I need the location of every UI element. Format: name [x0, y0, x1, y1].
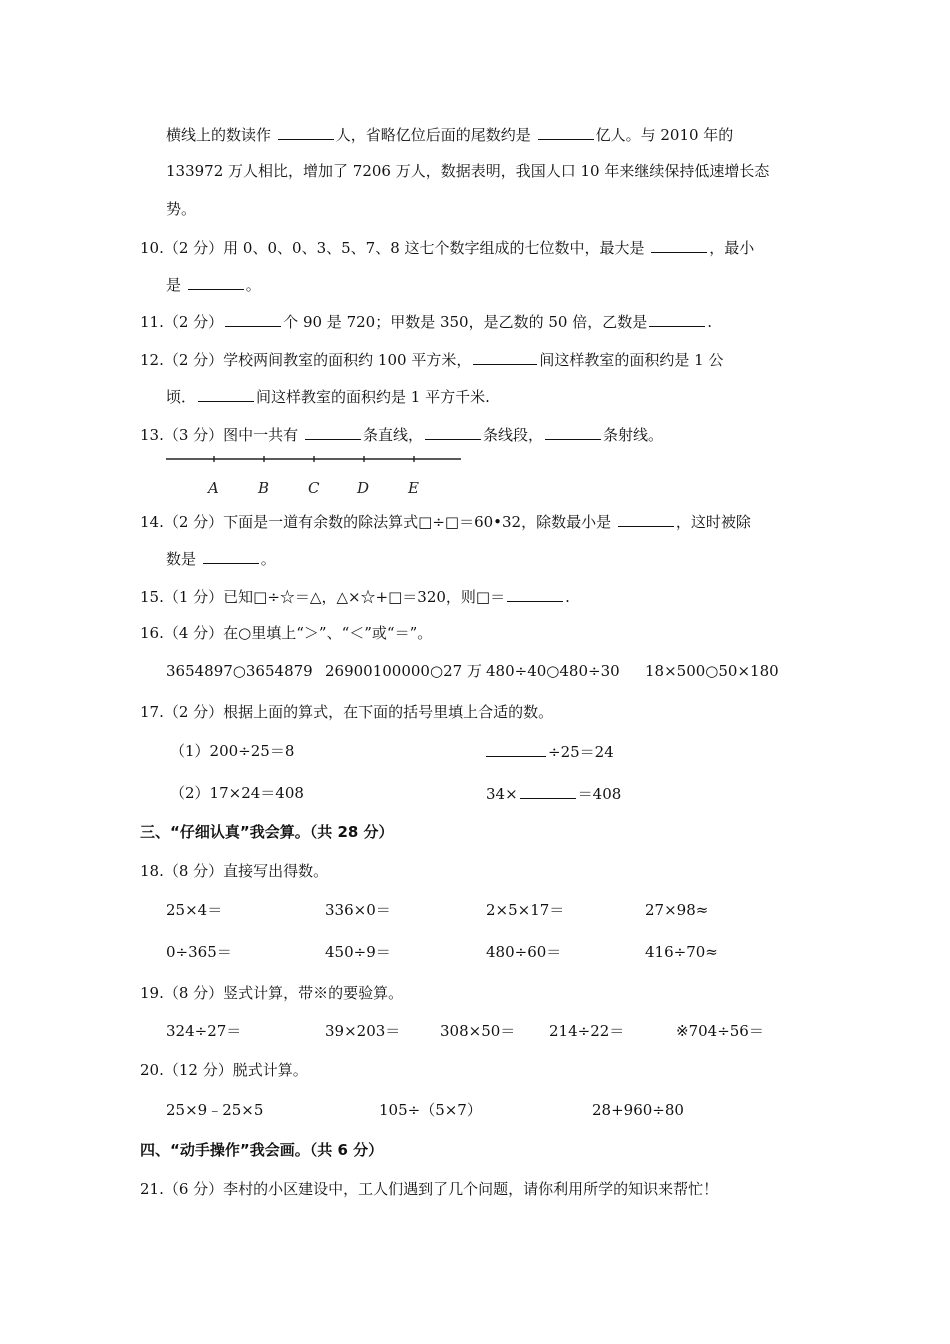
- q20-item: 28+960÷80: [592, 1101, 684, 1119]
- answer-blank[interactable]: [278, 124, 334, 140]
- q16-item-4[interactable]: 18×500○50×180: [645, 662, 779, 680]
- question-19-title: 19.（8 分）竖式计算，带※的要验算。: [140, 984, 404, 1002]
- answer-blank[interactable]: [507, 586, 563, 602]
- question-21-title: 21.（6 分）李村的小区建设中，工人们遇到了几个问题，请你利用所学的知识来帮忙！: [140, 1180, 719, 1198]
- q18-item: 480÷60＝: [486, 943, 562, 961]
- answer-blank[interactable]: [305, 424, 361, 440]
- question-12-line-2: 顷． 间这样教室的面积约是 1 平方千米.: [166, 388, 490, 406]
- q18-item: 416÷70≈: [645, 943, 718, 961]
- question-14-line-2: 数是 。: [166, 550, 276, 568]
- question-14-line-1: 14.（2 分）下面是一道有余数的除法算式□÷□＝60•32，除数最小是 ，这时被除: [140, 513, 751, 531]
- q16-item-3[interactable]: 480÷40○480÷30: [486, 662, 620, 680]
- q19-item: 324÷27＝: [166, 1022, 242, 1040]
- q16-item-2[interactable]: 26900100000○27 万: [325, 662, 482, 680]
- point-label-e: E: [408, 479, 419, 497]
- question-18-title: 18.（8 分）直接写出得数。: [140, 862, 329, 880]
- answer-blank[interactable]: [225, 311, 281, 327]
- question-12-line-1: 12.（2 分）学校两间教室的面积约 100 平方米， 间这样教室的面积约是 1 公: [140, 351, 724, 369]
- point-label-d: D: [357, 479, 370, 497]
- question-17-title: 17.（2 分）根据上面的算式，在下面的括号里填上合适的数。: [140, 703, 554, 721]
- q9-line-3: 势。: [166, 200, 197, 218]
- q17-row-2-left: （2）17×24＝408: [170, 784, 304, 802]
- question-16-title: 16.（4 分）在○里填上“＞”、“＜”或“＝”。: [140, 624, 433, 642]
- q18-item: 27×98≈: [645, 901, 709, 919]
- answer-blank[interactable]: [203, 548, 259, 564]
- q17-row-1-left: （1）200÷25＝8: [170, 742, 295, 760]
- q19-item: 308×50＝: [440, 1022, 516, 1040]
- point-label-c: C: [308, 479, 320, 497]
- answer-blank[interactable]: [651, 237, 707, 253]
- section-3-heading: 三、“仔细认真”我会算。（共 28 分）: [140, 823, 394, 841]
- q16-item-1[interactable]: 3654897○3654879: [166, 662, 313, 680]
- question-11: 11.（2 分） 个 90 是 720；甲数是 350，是乙数的 50 倍，乙数是 .: [140, 313, 712, 331]
- answer-blank[interactable]: [486, 741, 546, 757]
- q17-row-1-right: ÷25＝24: [484, 741, 614, 762]
- question-10-line-2: 是 。: [166, 276, 261, 294]
- line-segment-figure: [164, 452, 464, 498]
- question-15: 15.（1 分）已知□÷☆＝△，△×☆+□＝320，则□＝ .: [140, 588, 570, 606]
- q18-item: 25×4＝: [166, 901, 223, 919]
- question-13: 13.（3 分）图中一共有 条直线， 条线段， 条射线。: [140, 426, 663, 444]
- q18-item: 2×5×17＝: [486, 901, 565, 919]
- answer-blank[interactable]: [425, 424, 481, 440]
- answer-blank[interactable]: [198, 386, 254, 402]
- q18-item: 336×0＝: [325, 901, 391, 919]
- answer-blank[interactable]: [545, 424, 601, 440]
- q18-item: 0÷365＝: [166, 943, 232, 961]
- q20-item: 105÷（5×7）: [379, 1101, 482, 1119]
- point-label-a: A: [208, 479, 219, 497]
- answer-blank[interactable]: [188, 274, 244, 290]
- answer-blank[interactable]: [538, 124, 594, 140]
- q18-item: 450÷9＝: [325, 943, 391, 961]
- section-4-heading: 四、“动手操作”我会画。（共 6 分）: [140, 1141, 384, 1159]
- q19-item: ※704÷56＝: [676, 1022, 764, 1040]
- q19-item: 39×203＝: [325, 1022, 401, 1040]
- q17-row-2-right: 34× ＝408: [486, 785, 622, 803]
- answer-blank[interactable]: [473, 349, 537, 365]
- q9-line-2: 133972 万人相比，增加了 7206 万人，数据表明，我国人口 10 年来继续保持低速增长态: [166, 162, 770, 180]
- question-10-line-1: 10.（2 分）用 0、0、0、3、5、7、8 这七个数字组成的七位数中，最大是 ，最小: [140, 239, 755, 257]
- q19-item: 214÷22＝: [549, 1022, 625, 1040]
- answer-blank[interactable]: [649, 311, 705, 327]
- answer-blank[interactable]: [520, 783, 576, 799]
- point-label-b: B: [258, 479, 270, 497]
- q20-item: 25×9﹣25×5: [166, 1101, 264, 1119]
- q9-line-1: 横线上的数读作 人，省略亿位后面的尾数约是 亿人。与 2010 年的: [166, 126, 734, 144]
- question-20-title: 20.（12 分）脱式计算。: [140, 1061, 308, 1079]
- answer-blank[interactable]: [618, 511, 674, 527]
